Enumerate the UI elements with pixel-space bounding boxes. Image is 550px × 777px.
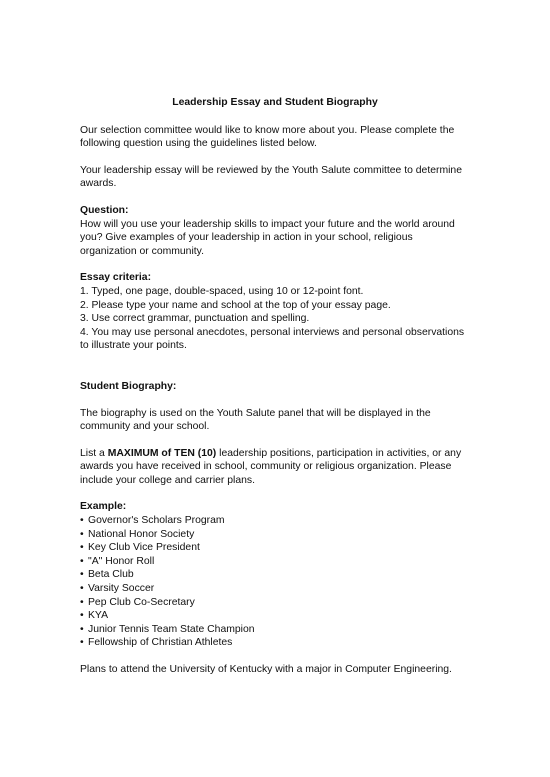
review-note-paragraph: Your leadership essay will be reviewed by the Youth Salute committee to determine awards. bbox=[80, 164, 462, 190]
question-heading: Question: bbox=[80, 204, 129, 216]
list-item: • National Honor Society bbox=[80, 528, 195, 540]
bullet-icon: • bbox=[80, 542, 84, 554]
list-instructions-suffix: leadership positions, participation in activities, or any awards you have received in school, community or religious organization. Please include your college and carrier plans. bbox=[80, 447, 462, 486]
bullet-icon: • bbox=[80, 583, 84, 595]
criteria-item: 4. You may use personal anecdotes, personal interviews and personal observations to illustrate your points. bbox=[80, 326, 465, 352]
biography-heading: Student Biography: bbox=[80, 380, 177, 392]
criteria-item: 3. Use correct grammar, punctuation and spelling. bbox=[80, 313, 310, 325]
list-item: • Beta Club bbox=[80, 569, 134, 581]
list-item: • Fellowship of Christian Athletes bbox=[80, 637, 233, 649]
criteria-section bbox=[80, 271, 470, 353]
criteria-heading: Essay criteria: bbox=[80, 272, 152, 284]
bullet-icon: • bbox=[80, 610, 84, 622]
list-item: • Varsity Soccer bbox=[80, 583, 155, 595]
example-list bbox=[80, 514, 470, 650]
question-section bbox=[80, 204, 470, 258]
document-title: Leadership Essay and Student Biography bbox=[172, 97, 378, 108]
bullet-icon: • bbox=[80, 623, 84, 635]
example-heading: Example: bbox=[80, 501, 127, 513]
bullet-icon: • bbox=[80, 569, 84, 581]
intro-paragraph: Our selection committee would like to know more about you. Please complete the following question using the guidelines listed below. bbox=[80, 124, 455, 150]
list-item: • "A" Honor Roll bbox=[80, 555, 155, 567]
list-item: • KYA bbox=[80, 610, 109, 622]
bullet-icon: • bbox=[80, 528, 84, 540]
bullet-icon: • bbox=[80, 515, 84, 527]
list-instructions-emphasis: MAXIMUM of TEN (10) bbox=[107, 447, 217, 459]
biography-text: The biography is used on the Youth Salute panel that will be displayed in the community and your school. bbox=[80, 407, 431, 433]
list-item: • Key Club Vice President bbox=[80, 542, 200, 554]
bullet-icon: • bbox=[80, 637, 84, 649]
bullet-icon: • bbox=[80, 555, 84, 567]
criteria-item: 1. Typed, one page, double-spaced, using 10 or 12-point font. bbox=[80, 285, 364, 297]
biography-list-instructions bbox=[80, 447, 470, 488]
list-item: • Junior Tennis Team State Champion bbox=[80, 623, 255, 635]
criteria-item: 2. Please type your name and school at the top of your essay page. bbox=[80, 299, 391, 311]
list-item: • Governor's Scholars Program bbox=[80, 515, 225, 527]
question-text: How will you use your leadership skills to impact your future and the world around you? Give examples of your leadership in action in your school, religious organization or community. bbox=[80, 218, 455, 257]
list-instructions-prefix: List a bbox=[80, 447, 108, 459]
bullet-icon: • bbox=[80, 596, 84, 608]
plans-paragraph: Plans to attend the University of Kentucky with a major in Computer Engineering. bbox=[80, 664, 452, 675]
list-item: • Pep Club Co-Secretary bbox=[80, 596, 195, 608]
